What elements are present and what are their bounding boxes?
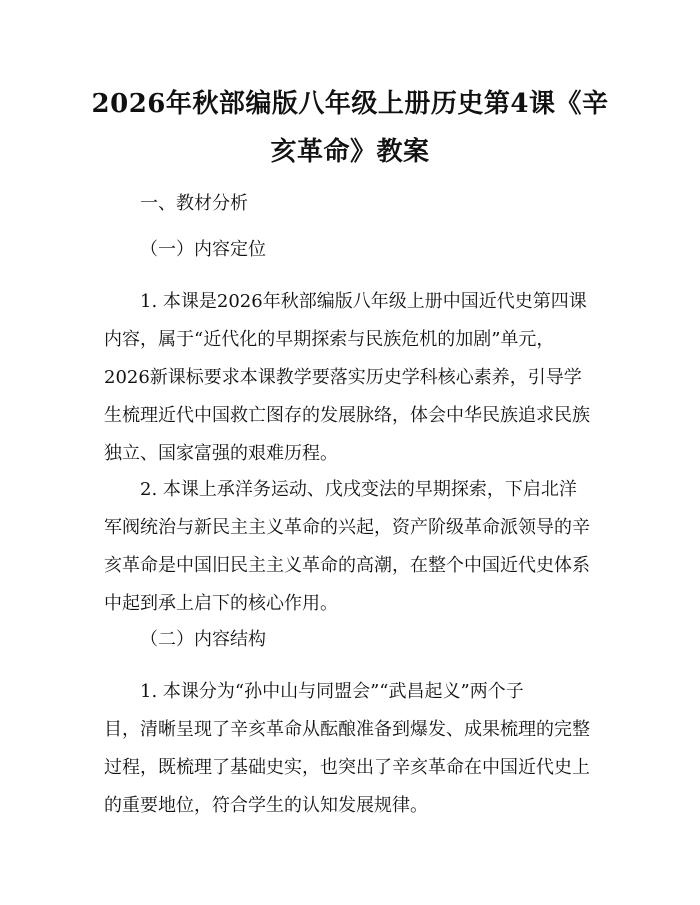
paragraph-line: 独立、国家富强的艰难历程。: [104, 443, 338, 464]
paragraph-line: 2. 本课上承洋务运动、戊戌变法的早期探索，下启北洋: [140, 479, 577, 500]
paragraph-line: 目，清晰呈现了辛亥革命从酝酿准备到爆发、成果梳理的完整: [104, 719, 590, 740]
section-heading-textbook-analysis: 一、教材分析: [140, 193, 248, 214]
paragraph-line: 1. 本课分为“孙中山与同盟会”“武昌起义”两个子: [140, 681, 524, 702]
paragraph-structure-1: [104, 673, 602, 825]
document-title: [90, 80, 610, 176]
paragraph-line: 中起到承上启下的核心作用。: [104, 593, 338, 614]
subsection-heading-content-positioning: （一）内容定位: [140, 239, 266, 260]
title-line-2: 亥革命》教案: [270, 137, 430, 167]
paragraph-line: 2026新课标要求本课教学要落实历史学科核心素养，引导学: [104, 367, 582, 388]
paragraph-line: 1. 本课是2026年秋部编版八年级上册中国近代史第四课: [140, 291, 587, 312]
paragraph-positioning-2: [104, 471, 602, 623]
paragraph-line: 亥革命是中国旧民主主义革命的高潮，在整个中国近代史体系: [104, 555, 590, 576]
paragraph-line: 军阀统治与新民主主义革命的兴起，资产阶级革命派领导的辛: [104, 517, 590, 538]
paragraph-positioning-1: [104, 283, 602, 473]
subsection-heading-content-structure: （二）内容结构: [140, 629, 266, 650]
paragraph-line: 内容，属于“近代化的早期探索与民族危机的加剧”单元，: [104, 329, 555, 350]
title-line-1: 2026年秋部编版八年级上册历史第4课《辛: [91, 89, 609, 119]
paragraph-line: 的重要地位，符合学生的认知发展规律。: [104, 795, 428, 816]
paragraph-line: 过程，既梳理了基础史实，也突出了辛亥革命在中国近代史上: [104, 757, 590, 778]
paragraph-line: 生梳理近代中国救亡图存的发展脉络，体会中华民族追求民族: [104, 405, 590, 426]
